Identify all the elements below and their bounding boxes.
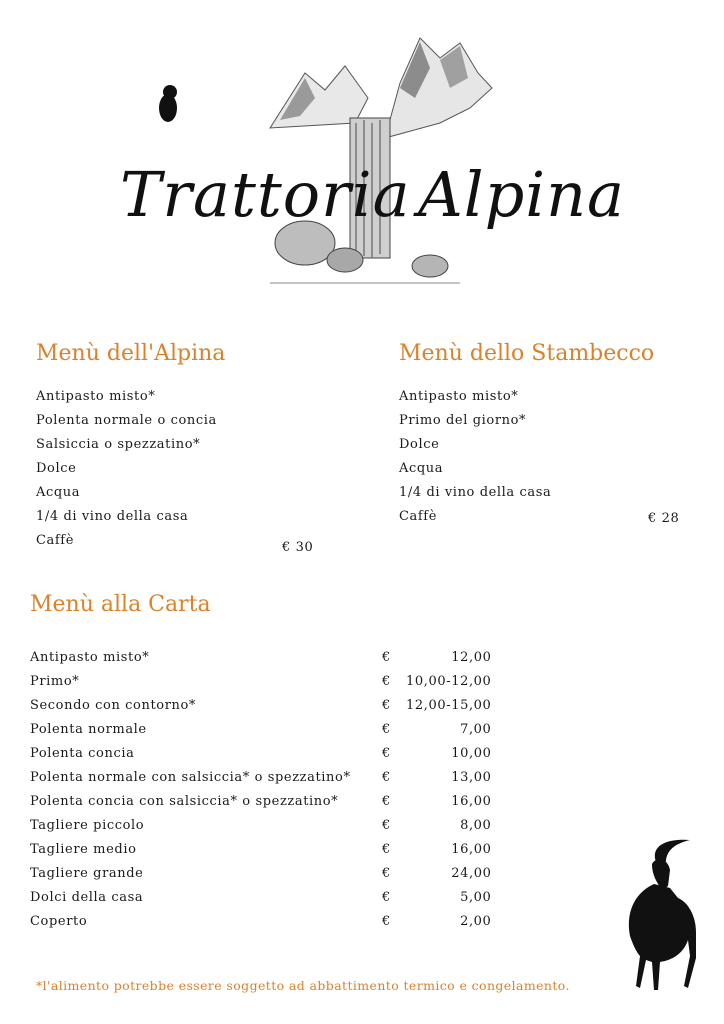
carta-item-price: 5,00 — [460, 889, 492, 905]
carta-currency: € — [382, 745, 391, 761]
menu-stambecco-item: Primo del giorno* — [399, 413, 527, 428]
menu-alpina-item: 1/4 di vino della casa — [36, 509, 189, 524]
carta-table — [30, 645, 491, 933]
menu-alpina-price: € 30 — [282, 540, 314, 555]
table-row — [30, 765, 491, 789]
carta-item-name: Polenta concia con salsiccia* o spezzatino* — [30, 793, 339, 809]
carta-currency: € — [382, 889, 391, 905]
carta-item-price: 12,00-15,00 — [406, 697, 492, 713]
table-row — [30, 717, 491, 741]
menu-alpina-item: Salsiccia o spezzatino* — [36, 437, 201, 452]
menu-alpina-item: Acqua — [36, 485, 81, 500]
menu-stambecco-item: Antipasto misto* — [399, 389, 519, 404]
table-row — [30, 861, 491, 885]
carta-item-price: 12,00 — [451, 649, 492, 665]
carta-currency: € — [382, 817, 391, 833]
menu-stambecco-item: Caffè — [399, 509, 438, 524]
carta-item-name: Primo* — [30, 673, 80, 689]
logo — [100, 28, 626, 298]
carta-currency: € — [382, 793, 391, 809]
carta-item-name: Coperto — [30, 913, 88, 929]
carta-item-price: 10,00-12,00 — [406, 673, 492, 689]
carta-item-name: Tagliere piccolo — [30, 817, 145, 833]
table-row — [30, 909, 491, 933]
carta-item-name: Antipasto misto* — [30, 649, 150, 665]
carta-item-name: Tagliere medio — [30, 841, 137, 857]
carta-currency: € — [382, 841, 391, 857]
menu-stambecco-title: Menù dello Stambecco — [399, 341, 655, 366]
table-row — [30, 837, 491, 861]
carta-currency: € — [382, 673, 391, 689]
carta-item-price: 2,00 — [460, 913, 492, 929]
table-row — [30, 789, 491, 813]
ibex-icon — [618, 836, 700, 996]
carta-item-price: 16,00 — [451, 841, 492, 857]
carta-currency: € — [382, 769, 391, 785]
carta-item-price: 8,00 — [460, 817, 492, 833]
menu-alpina-item: Antipasto misto* — [36, 389, 156, 404]
carta-item-name: Tagliere grande — [30, 865, 144, 881]
menu-alpina-item: Caffè — [36, 533, 75, 548]
table-row — [30, 885, 491, 909]
carta-item-name: Dolci della casa — [30, 889, 144, 905]
logo-title-trattoria: Trattoria — [120, 158, 411, 231]
table-row — [30, 693, 491, 717]
carta-currency: € — [382, 721, 391, 737]
carta-item-price: 10,00 — [451, 745, 492, 761]
menu-stambecco-item: 1/4 di vino della casa — [399, 485, 552, 500]
carta-item-price: 13,00 — [451, 769, 492, 785]
menu-alpina-item: Polenta normale o concia — [36, 413, 217, 428]
logo-title-alpina: Alpina — [418, 158, 626, 231]
carta-title: Menù alla Carta — [30, 592, 211, 617]
table-row — [30, 669, 491, 693]
carta-currency: € — [382, 649, 391, 665]
carta-item-name: Polenta concia — [30, 745, 135, 761]
carta-item-price: 24,00 — [451, 865, 492, 881]
carta-currency: € — [382, 697, 391, 713]
menu-stambecco-item: Acqua — [399, 461, 444, 476]
carta-item-name: Polenta normale — [30, 721, 147, 737]
carta-item-price: 7,00 — [460, 721, 492, 737]
menu-stambecco-price: € 28 — [648, 511, 680, 526]
carta-currency: € — [382, 913, 391, 929]
carta-item-name: Secondo con contorno* — [30, 697, 197, 713]
menu-alpina-item: Dolce — [36, 461, 77, 476]
menu-stambecco-list — [399, 385, 551, 529]
table-row — [30, 813, 491, 837]
carta-item-name: Polenta normale con salsiccia* o spezzatino* — [30, 769, 351, 785]
table-row — [30, 741, 491, 765]
carta-currency: € — [382, 865, 391, 881]
menu-alpina-title: Menù dell'Alpina — [36, 341, 226, 366]
table-row — [30, 645, 491, 669]
carta-item-price: 16,00 — [451, 793, 492, 809]
menu-alpina-list — [36, 385, 217, 553]
menu-stambecco-item: Dolce — [399, 437, 440, 452]
footnote: *l'alimento potrebbe essere soggetto ad abbattimento termico e congelamento. — [36, 978, 570, 993]
